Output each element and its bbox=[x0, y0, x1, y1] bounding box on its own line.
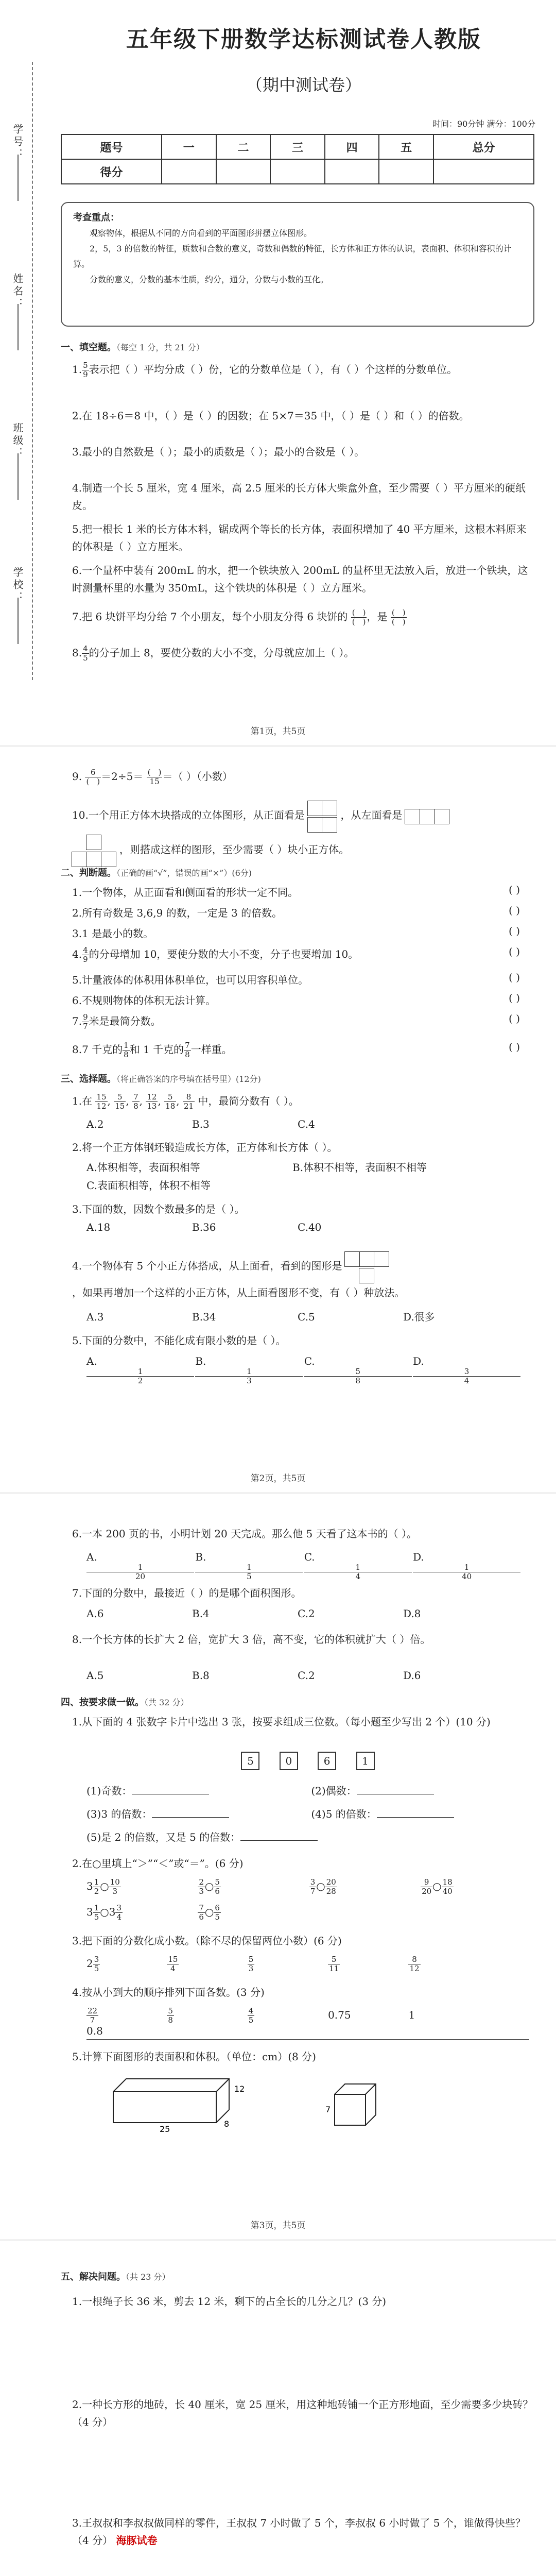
question-1-3: 3.最小的自然数是（ ）；最小的质数是（ ）；最小的合数是（ ）。 bbox=[72, 446, 365, 458]
choice-6: 6.一本 200 页的书，小明计划 20 天完成。那么他 5 天看了这本书的（ ）。 bbox=[72, 1528, 417, 1540]
choice-2-options: A.体积相等，表面积相等 B.体积不相等，表面积不相等 C.表面积相等，体积不相等 bbox=[86, 1161, 427, 1192]
choice-7-options: A.6 B.4 C.2 D.8 bbox=[86, 1607, 421, 1620]
question-1-7: 7.把 6 块饼平均分给 7 个小朋友，每个小朋友分得 6 块饼的 ( ) ( ) ，是 ( ) ( ) bbox=[72, 608, 406, 626]
class-label: 班级： bbox=[11, 422, 24, 460]
section-2-heading: 二、判断题。（正确的画“√”，错误的画“×”）(6分) bbox=[61, 868, 252, 878]
score-table-header-row: 题号 一 二 三 四 五 总分 bbox=[61, 134, 534, 159]
work-1-c-d: (3)3 的倍数： (4)5 的倍数： bbox=[86, 1806, 529, 1821]
work-2: 2.在○里填上“＞”“＜”或“＝”。(6 分) bbox=[72, 1857, 244, 1870]
section-1-heading: 一、填空题。（每空 1 分，共 21 分） bbox=[61, 342, 204, 353]
judge-1: 1.一个物体，从正面看和侧面看的形状一定不同。 bbox=[72, 886, 299, 899]
score-table bbox=[61, 134, 534, 184]
decimal-convert-row: 2 $\frac{3}{5}$ $\frac{15}{4}$ $\frac{5}{3}$ $\frac{5}{11}$ $\frac{8}{12}$ bbox=[86, 1955, 420, 1973]
choice-4: 4.一个物体有 5 个小正方体搭成，从上面看，看到的图形是 ，如果再增加一个这样的小正方体，从上面看图形不变，有（ ）种放法。 bbox=[72, 1249, 535, 1301]
cube-figure bbox=[325, 2084, 376, 2125]
cut-line bbox=[32, 62, 33, 680]
page-footer-1: 第1页，共5页 bbox=[250, 726, 306, 737]
judge-5: 5.计量液体的体积用体积单位，也可以用容积单位。 bbox=[72, 974, 309, 986]
work-1: 1.从下面的 4 张数字卡片中选出 3 张，按要求组成三位数。（每小题至少写出 2 个）(10 分) bbox=[72, 1716, 491, 1728]
key-points-title: 考查重点： bbox=[73, 212, 119, 223]
solve-2: 2.一种长方形的地砖，长 40 厘米，宽 25 厘米，用这种地砖铺一个正方形地面，至少需要多少块砖？（4 分） bbox=[72, 2398, 533, 2428]
section-5-heading: 五、解决问题。（共 23 分） bbox=[61, 2272, 170, 2282]
section-3-heading: 三、选择题。（将正确答案的序号填在括号里）(12分) bbox=[61, 1074, 261, 1084]
binding-margin bbox=[0, 0, 51, 747]
question-1-5: 5.把一根长 1 米的长方体木料，锯成两个等长的长方体，表面积增加了 40 平方厘米，这根木料原来的体积是（ ）立方厘米。 bbox=[72, 523, 527, 553]
page-4 bbox=[0, 2241, 556, 2576]
exam-title: 五年级下册数学达标测试卷人教版 bbox=[126, 26, 481, 53]
cuboid-figure bbox=[113, 2079, 245, 2133]
work-5: 5.计算下面图形的表面积和体积。（单位：cm）(8 分) bbox=[72, 2050, 316, 2063]
judge-8: 8.7 千克的 $\frac{1}{8}$ 和 1 千克的 $\frac{7}{8}$ 一样重。 bbox=[72, 1041, 232, 1059]
compare-row-1: 3 $\frac{1}{2}$ ○ $\frac{10}{3}$ $\frac{2}{3}$ ○ $\frac{5}{6}$ $\frac{3}{7}$ ○ $\frac{20}{28}$ $\frac{9}{20}$ ○ $\frac{18}{40}$ bbox=[86, 1877, 453, 1896]
top-view-figure bbox=[345, 1249, 390, 1284]
question-1-9: 9. 6 ( ) ＝2÷5＝ ( ) 15 ＝（ ）（小数） bbox=[72, 768, 233, 786]
choice-3-options: A.18 B.36 C.40 bbox=[86, 1221, 322, 1233]
choice-6-options: A. $\frac{1}{20}$ B. $\frac{1}{5}$ C. $\frac{1}{4}$ D. $\frac{1}{40}$ bbox=[86, 1551, 529, 1581]
number-cards: 5 0 6 1 bbox=[86, 1752, 529, 1770]
choice-3: 3.下面的数，因数个数最多的是（ ）。 bbox=[72, 1203, 245, 1215]
page-2: 9. 6 ( ) ＝2÷5＝ ( ) 15 ＝（ ）（小数） 10.一个用正方体木块搭成的立体图形，从正面看是 ，从左面看是 ，则搭成这样的图形，至少需要（ ）块小正方体。 二、判断题。（正确的画“√”，错误的画“×”）(6分) 1.一个物体，从正面看和侧面看的形状一定不同。 ( ) 2.所有奇数是 3,6,9 的数，一定是 3 的倍数。 ( ) 3.1 是最小的数。 ( ) 4. $\frac{4}{9}$ 的分母增加 10，要使分数的大小不变，分子也要增加 10。 ( ) 5.计量液体的体积用体积单位，也可以用容积单位。 ( ) 6.不规则物体的体积无法计算。 ( ) 7. $\frac{9}{7}$ 米是最简分数。 ( ) 8.7 千克的 $\frac{1}{8}$ 和 1 千克的 $\frac{7}{8}$ 一样重。 ( ) 三、选择题。（将正确答案的序号填在括号里）(12分) 1.在 $\frac{15}{12}$ , $\frac{5}{15}$ , $\frac{7}{8}$ , $\frac{12}{13}$ , $\frac{5}{18}$ , $\frac{8}{21}$ 中，最简分数有（ ）。 A.2 B.3 C.4 2.将一个正方体钢坯锻造成长方体，正方体和长方体（ ）。 A.体积相等，表面积相等 B.体积不相等，表面积不相等 C.表面积相等，体积不相等 3.下面的数，因数个数最多的是（ ）。 A.18 B.36 C.40 4.一个物体有 5 个小正方体搭成，从上面看，看到的图形是 ，如果再增加一个这样的小正方体，从上面看图形不变，有（ ）种放法。 A.3 B.34 C.5 D.很多 5.下面的分数中，不能化成有限小数的是（ ）。 A. $\frac{1}{2}$ B. $\frac{1}{3}$ C. $\frac{5}{8}$ D. $\frac{3}{4}$ 第2页，共5页 bbox=[0, 747, 556, 1494]
compare-row-2: 3 $\frac{1}{5}$ ○3 $\frac{3}{4}$ $\frac{7}{6}$ ○ $\frac{6}{5}$ bbox=[86, 1903, 220, 1922]
judge-3: 3.1 是最小的数。 bbox=[72, 927, 154, 940]
svg-text:12: 12 bbox=[234, 2084, 245, 2094]
time-info: 时间：90分钟 满分：100分 bbox=[432, 119, 535, 129]
choice-8-options: A.5 B.8 C.2 D.6 bbox=[86, 1669, 421, 1682]
choice-8: 8.一个长方体的长扩大 2 倍，宽扩大 3 倍，高不变，它的体积就扩大（ ）倍。 bbox=[72, 1633, 431, 1646]
svg-text:8: 8 bbox=[224, 2119, 230, 2129]
exam-subtitle: （期中测试卷） bbox=[246, 75, 361, 95]
score-table-score-row: 得分 bbox=[61, 159, 534, 184]
question-1-6: 6.一个量杯中装有 200mL 的水，把一个铁块放入 200mL 的量杯里无法放入后，放进一个铁块，这时测量杯里的水量为 350mL，这个铁块的体积是（ ）立方厘米。 bbox=[72, 564, 528, 594]
student-id-label: 学号： bbox=[11, 124, 24, 161]
page-1 bbox=[0, 0, 556, 747]
watermark-tag: 海豚试卷 bbox=[116, 2534, 158, 2547]
shape-figure bbox=[72, 833, 116, 868]
solve-3: 3.王叔叔和李叔叔做同样的零件，王叔叔 7 小时做了 5 个，李叔叔 6 小时做了 5 个，谁做得快些？（4 分） 海豚试卷 bbox=[72, 2517, 526, 2547]
judge-6: 6.不规则物体的体积无法计算。 bbox=[72, 994, 216, 1007]
work-1-a-b: (1)奇数： (2)偶数： bbox=[86, 1783, 529, 1798]
key-points-box: 考查重点： 观察物体，根据从不同的方向看到的平面图形拼摆立体图形。 2，5，3 的倍数的特征，质数和合数的意义，奇数和偶数的特征，长方体和正方体的认识，表面积、体积和容积的计算。 分数的意义，分数的基本性质，约分，通分，分数与小数的互化。 bbox=[61, 202, 534, 327]
school-label: 学校： bbox=[11, 567, 24, 604]
choice-5: 5.下面的分数中，不能化成有限小数的是（ ）。 bbox=[72, 1334, 286, 1347]
page-footer-2: 第2页，共5页 bbox=[250, 1473, 306, 1484]
work-1-e: (5)是 2 的倍数，又是 5 的倍数： bbox=[86, 1829, 529, 1844]
question-1-8: 8. $\frac{4}{5}$ 的分子加上 8，要使分数的大小不变，分母就应加上（ ）。 bbox=[72, 644, 355, 663]
page-footer-3: 第3页，共5页 bbox=[250, 2221, 306, 2231]
name-label: 姓名： bbox=[11, 273, 24, 310]
choice-5-options: A. $\frac{1}{2}$ B. $\frac{1}{3}$ C. $\frac{5}{8}$ D. $\frac{3}{4}$ bbox=[86, 1355, 529, 1385]
section-4-heading: 四、按要求做一做。（共 32 分） bbox=[61, 1697, 189, 1708]
work-3: 3.把下面的分数化成小数。（除不尽的保留两位小数）(6 分) bbox=[72, 1935, 342, 1947]
svg-text:25: 25 bbox=[160, 2124, 170, 2133]
svg-text:7: 7 bbox=[325, 2105, 331, 2114]
front-view-figure bbox=[308, 799, 337, 833]
judge-4: 4. $\frac{4}{9}$ 的分母增加 10，要使分数的大小不变，分子也要增加 10。 bbox=[72, 945, 359, 964]
choice-1-options: A.2 B.3 C.4 bbox=[86, 1118, 315, 1130]
left-view-figure bbox=[406, 807, 450, 824]
question-1-4: 4.制造一个长 5 厘米，宽 4 厘米，高 2.5 厘米的长方体大柴盒外盒，至少需要（ ）平方厘米的硬纸皮。 bbox=[72, 482, 526, 512]
question-1-1: 1. $\frac{5}{9}$ 表示把（ ）平均分成（ ）份，它的分数单位是（ ），有（ ）个这样的分数单位。 bbox=[72, 361, 458, 379]
question-1-2: 2.在 18÷6＝8 中，（ ）是（ ）的因数；在 5×7＝35 中，（ ）是（ ）和（ ）的倍数。 bbox=[72, 410, 470, 422]
page-3 bbox=[0, 1494, 556, 2241]
solid-figures bbox=[103, 2071, 463, 2133]
solve-1: 1.一根绳子长 36 米，剪去 12 米，剩下的占全长的几分之几？(3 分) bbox=[72, 2295, 387, 2308]
choice-1: 1.在 $\frac{15}{12}$ , $\frac{5}{15}$ , $\frac{7}{8}$ , $\frac{12}{13}$ , $\frac{5}{18}$ , $\frac{8}{21}$ 中，最简分数有（ ）。 bbox=[72, 1092, 299, 1111]
judge-7: 7. $\frac{9}{7}$ 米是最简分数。 bbox=[72, 1012, 161, 1031]
work-4: 4.按从小到大的顺序排列下面各数。(3 分) bbox=[72, 1986, 265, 1998]
choice-2: 2.将一个正方体钢坯锻造成长方体，正方体和长方体（ ）。 bbox=[72, 1141, 338, 1154]
choice-7: 7.下面的分数中，最接近（ ）的是哪个面积图形。 bbox=[72, 1587, 302, 1599]
question-1-10: 10.一个用正方体木块搭成的立体图形，从正面看是 ，从左面看是 ，则搭成这样的图形，至少需要（ ）块小正方体。 bbox=[72, 799, 535, 867]
judge-2: 2.所有奇数是 3,6,9 的数，一定是 3 的倍数。 bbox=[72, 907, 283, 919]
choice-4-options: A.3 B.34 C.5 D.很多 bbox=[86, 1311, 435, 1323]
order-numbers-row: $\frac{22}{7}$ $\frac{5}{8}$ $\frac{4}{5}$ 0.75 1 0.8 bbox=[86, 2006, 415, 2037]
